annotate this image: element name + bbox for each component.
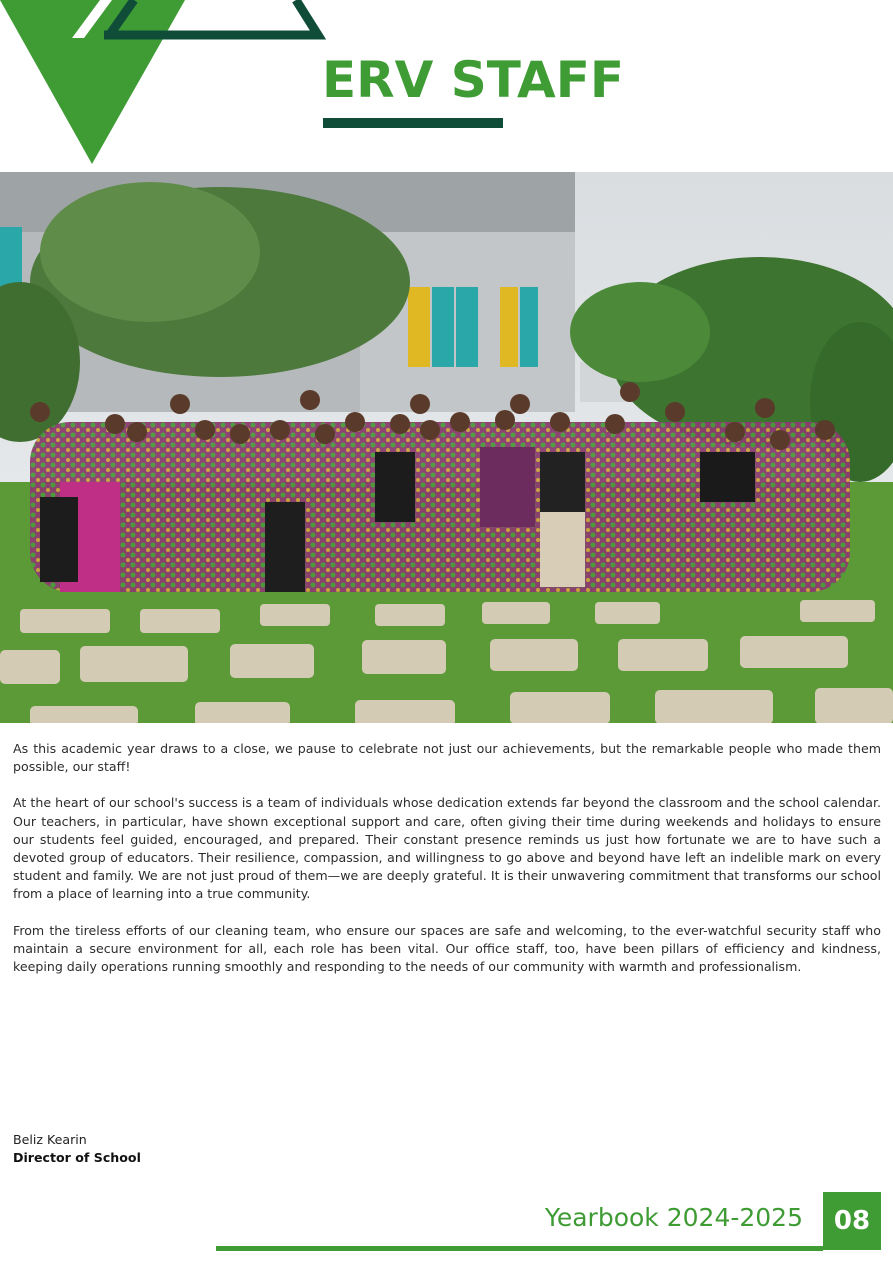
signature-name: Beliz Kearin bbox=[13, 1132, 87, 1147]
yearbook-label: Yearbook 2024-2025 bbox=[544, 1203, 803, 1232]
page-title: ERV STAFF bbox=[322, 51, 625, 109]
page-number: 08 bbox=[823, 1192, 881, 1250]
staff-group-photo bbox=[0, 172, 893, 723]
paragraph-teachers: At the heart of our school's success is a team of individuals whose dedication extends far beyond the classroom and the school calendar. Our teachers, in particular, have shown exceptional support and care, often giving their time during weekends and holidays to ensure our students feel guided, encouraged, and prepared. Their constant presence reminds us just how fortunate we are to have such a devoted group of educators. Their resilience, compassion, and willingness to go above and beyond have left an indelible mark on every student and family. We are not just proud of them—we are deeply grateful. It is their unwavering commitment that transforms our school from a place of learning into a true community. bbox=[13, 795, 881, 902]
signature-role: Director of School bbox=[13, 1150, 141, 1165]
article-body bbox=[13, 740, 881, 994]
paragraph-support-staff: From the tireless efforts of our cleaning team, who ensure our spaces are safe and welcoming, to the ever-watchful security staff who maintain a secure environment for all, each role has been vital. Our office staff, too, have been pillars of efficiency and kindness, keeping daily operations running smoothly and responding to the needs of our community with warmth and professionalism. bbox=[13, 922, 881, 975]
title-underline bbox=[323, 118, 503, 128]
footer-rule bbox=[216, 1246, 823, 1251]
triangle-decoration bbox=[0, 0, 340, 170]
paragraph-intro: As this academic year draws to a close, we pause to celebrate not just our achievements, but the remarkable people who made them possible, our staff! bbox=[13, 741, 881, 775]
